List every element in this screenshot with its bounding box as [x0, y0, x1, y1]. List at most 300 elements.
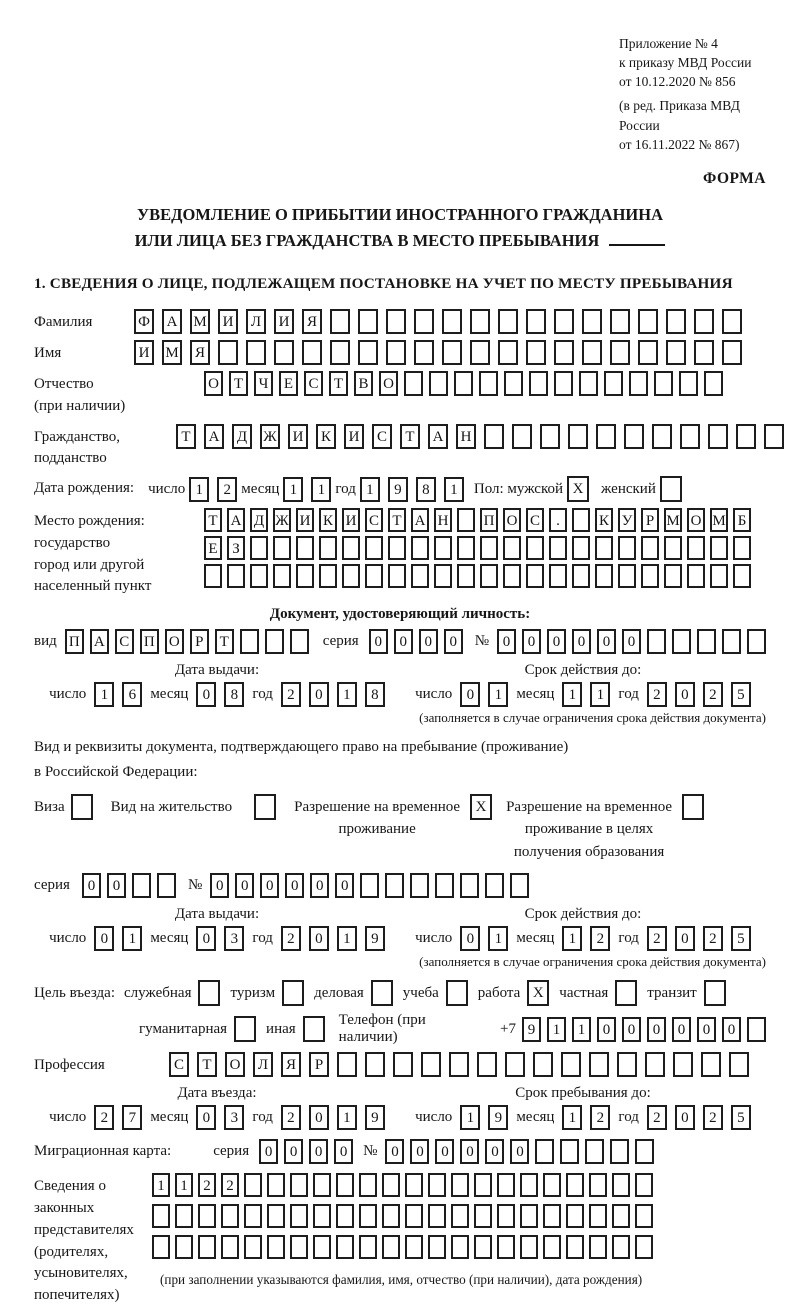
form-cell[interactable]: С: [169, 1052, 189, 1077]
form-cell[interactable]: [198, 1235, 216, 1259]
form-cell[interactable]: [708, 424, 728, 449]
form-cell[interactable]: 0: [410, 1139, 429, 1164]
form-cell[interactable]: К: [319, 508, 337, 532]
form-cell[interactable]: [442, 309, 462, 334]
form-cell[interactable]: [629, 371, 648, 396]
form-cell[interactable]: [595, 536, 613, 560]
form-cell[interactable]: 0: [94, 926, 114, 951]
form-cell[interactable]: Р: [641, 508, 659, 532]
temp-residence-education-checkbox[interactable]: [682, 794, 704, 820]
form-cell[interactable]: [296, 564, 314, 588]
form-cell[interactable]: [337, 1052, 357, 1077]
form-cell[interactable]: [330, 340, 350, 365]
form-cell[interactable]: 0: [444, 629, 463, 654]
form-cell[interactable]: [526, 309, 546, 334]
form-cell[interactable]: 2: [590, 926, 610, 951]
purpose-checkbox[interactable]: [198, 980, 220, 1006]
form-cell[interactable]: [549, 564, 567, 588]
form-cell[interactable]: [470, 340, 490, 365]
form-cell[interactable]: [566, 1204, 584, 1228]
form-cell[interactable]: И: [218, 309, 238, 334]
form-cell[interactable]: 1: [152, 1173, 170, 1197]
form-cell[interactable]: [641, 564, 659, 588]
form-cell[interactable]: [290, 629, 309, 654]
form-cell[interactable]: 0: [309, 682, 329, 707]
form-cell[interactable]: [152, 1235, 170, 1259]
form-cell[interactable]: И: [288, 424, 308, 449]
form-cell[interactable]: Я: [190, 340, 210, 365]
form-cell[interactable]: 9: [365, 926, 385, 951]
form-cell[interactable]: 0: [334, 1139, 353, 1164]
form-cell[interactable]: [267, 1235, 285, 1259]
form-cell[interactable]: 9: [522, 1017, 541, 1042]
form-cell[interactable]: [404, 371, 423, 396]
form-cell[interactable]: П: [65, 629, 84, 654]
form-cell[interactable]: А: [428, 424, 448, 449]
form-cell[interactable]: [250, 564, 268, 588]
form-cell[interactable]: 5: [731, 682, 751, 707]
form-cell[interactable]: 2: [647, 1105, 667, 1130]
form-cell[interactable]: 0: [210, 873, 229, 898]
residence-permit-checkbox[interactable]: [254, 794, 276, 820]
form-cell[interactable]: [560, 1139, 579, 1164]
form-cell[interactable]: [250, 536, 268, 560]
form-cell[interactable]: [526, 340, 546, 365]
form-cell[interactable]: 1: [562, 1105, 582, 1130]
form-cell[interactable]: А: [227, 508, 245, 532]
form-cell[interactable]: [274, 340, 294, 365]
form-cell[interactable]: [572, 536, 590, 560]
form-cell[interactable]: [358, 340, 378, 365]
form-cell[interactable]: О: [165, 629, 184, 654]
form-cell[interactable]: 2: [221, 1173, 239, 1197]
form-cell[interactable]: [434, 564, 452, 588]
form-cell[interactable]: [498, 309, 518, 334]
form-cell[interactable]: 9: [365, 1105, 385, 1130]
temp-residence-checkbox[interactable]: X: [470, 794, 492, 820]
form-cell[interactable]: 1: [562, 682, 582, 707]
form-cell[interactable]: Т: [388, 508, 406, 532]
form-cell[interactable]: 0: [510, 1139, 529, 1164]
form-cell[interactable]: 0: [196, 926, 216, 951]
form-cell[interactable]: [457, 564, 475, 588]
form-cell[interactable]: 0: [697, 1017, 716, 1042]
form-cell[interactable]: [365, 536, 383, 560]
form-cell[interactable]: [736, 424, 756, 449]
form-cell[interactable]: [635, 1173, 653, 1197]
form-cell[interactable]: [227, 564, 245, 588]
form-cell[interactable]: [405, 1235, 423, 1259]
form-cell[interactable]: [454, 371, 473, 396]
form-cell[interactable]: Т: [197, 1052, 217, 1077]
form-cell[interactable]: [359, 1235, 377, 1259]
form-cell[interactable]: 1: [360, 477, 380, 502]
form-cell[interactable]: [485, 873, 504, 898]
form-cell[interactable]: [568, 424, 588, 449]
form-cell[interactable]: 5: [731, 1105, 751, 1130]
form-cell[interactable]: [624, 424, 644, 449]
form-cell[interactable]: [589, 1235, 607, 1259]
form-cell[interactable]: [710, 536, 728, 560]
form-cell[interactable]: О: [204, 371, 223, 396]
form-cell[interactable]: [747, 629, 766, 654]
form-cell[interactable]: [313, 1204, 331, 1228]
form-cell[interactable]: 1: [189, 477, 209, 502]
visa-checkbox[interactable]: [71, 794, 93, 820]
form-cell[interactable]: 1: [590, 682, 610, 707]
form-cell[interactable]: [612, 1204, 630, 1228]
form-cell[interactable]: [529, 371, 548, 396]
form-cell[interactable]: [393, 1052, 413, 1077]
form-cell[interactable]: 0: [672, 1017, 691, 1042]
form-cell[interactable]: 0: [435, 1139, 454, 1164]
form-cell[interactable]: [428, 1235, 446, 1259]
form-cell[interactable]: [360, 873, 379, 898]
form-cell[interactable]: 2: [703, 682, 723, 707]
form-cell[interactable]: Я: [281, 1052, 301, 1077]
purpose-checkbox[interactable]: [704, 980, 726, 1006]
form-cell[interactable]: 2: [647, 682, 667, 707]
form-cell[interactable]: 0: [597, 1017, 616, 1042]
form-cell[interactable]: [336, 1204, 354, 1228]
form-cell[interactable]: [267, 1204, 285, 1228]
form-cell[interactable]: [358, 309, 378, 334]
form-cell[interactable]: [313, 1173, 331, 1197]
form-cell[interactable]: А: [90, 629, 109, 654]
form-cell[interactable]: [722, 309, 742, 334]
form-cell[interactable]: 0: [285, 873, 304, 898]
form-cell[interactable]: [645, 1052, 665, 1077]
form-cell[interactable]: [240, 629, 259, 654]
form-cell[interactable]: 0: [107, 873, 126, 898]
form-cell[interactable]: 0: [284, 1139, 303, 1164]
form-cell[interactable]: [526, 536, 544, 560]
form-cell[interactable]: 1: [562, 926, 582, 951]
form-cell[interactable]: 0: [309, 1105, 329, 1130]
form-cell[interactable]: [589, 1052, 609, 1077]
purpose-checkbox[interactable]: [303, 1016, 325, 1042]
form-cell[interactable]: И: [274, 309, 294, 334]
form-cell[interactable]: [218, 340, 238, 365]
form-cell[interactable]: 1: [572, 1017, 591, 1042]
form-cell[interactable]: [638, 340, 658, 365]
form-cell[interactable]: [421, 1052, 441, 1077]
form-cell[interactable]: Р: [190, 629, 209, 654]
form-cell[interactable]: 8: [365, 682, 385, 707]
form-cell[interactable]: [589, 1204, 607, 1228]
form-cell[interactable]: Ф: [134, 309, 154, 334]
form-cell[interactable]: [579, 371, 598, 396]
purpose-checkbox[interactable]: [446, 980, 468, 1006]
form-cell[interactable]: 9: [488, 1105, 508, 1130]
form-cell[interactable]: [652, 424, 672, 449]
form-cell[interactable]: [610, 1139, 629, 1164]
form-cell[interactable]: [434, 536, 452, 560]
form-cell[interactable]: [635, 1235, 653, 1259]
form-cell[interactable]: И: [342, 508, 360, 532]
form-cell[interactable]: [313, 1235, 331, 1259]
form-cell[interactable]: О: [503, 508, 521, 532]
form-cell[interactable]: [641, 536, 659, 560]
form-cell[interactable]: [497, 1204, 515, 1228]
form-cell[interactable]: 2: [703, 1105, 723, 1130]
form-cell[interactable]: [520, 1204, 538, 1228]
form-cell[interactable]: [566, 1173, 584, 1197]
form-cell[interactable]: 8: [416, 477, 436, 502]
form-cell[interactable]: 0: [82, 873, 101, 898]
form-cell[interactable]: [385, 873, 404, 898]
form-cell[interactable]: 0: [722, 1017, 741, 1042]
form-cell[interactable]: 0: [419, 629, 438, 654]
form-cell[interactable]: 0: [196, 1105, 216, 1130]
form-cell[interactable]: [554, 371, 573, 396]
form-cell[interactable]: [543, 1173, 561, 1197]
form-cell[interactable]: 0: [385, 1139, 404, 1164]
form-cell[interactable]: .: [549, 508, 567, 532]
form-cell[interactable]: [342, 564, 360, 588]
form-cell[interactable]: [503, 564, 521, 588]
form-cell[interactable]: П: [140, 629, 159, 654]
form-cell[interactable]: [596, 424, 616, 449]
form-cell[interactable]: [175, 1235, 193, 1259]
purpose-checkbox[interactable]: [371, 980, 393, 1006]
form-cell[interactable]: 1: [488, 926, 508, 951]
form-cell[interactable]: [246, 340, 266, 365]
form-cell[interactable]: 3: [224, 926, 244, 951]
form-cell[interactable]: 2: [281, 682, 301, 707]
form-cell[interactable]: [296, 536, 314, 560]
form-cell[interactable]: [672, 629, 691, 654]
purpose-checkbox[interactable]: [615, 980, 637, 1006]
form-cell[interactable]: [470, 309, 490, 334]
form-cell[interactable]: 2: [703, 926, 723, 951]
form-cell[interactable]: Р: [309, 1052, 329, 1077]
form-cell[interactable]: [679, 371, 698, 396]
form-cell[interactable]: Е: [279, 371, 298, 396]
purpose-checkbox[interactable]: X: [527, 980, 549, 1006]
form-cell[interactable]: Н: [456, 424, 476, 449]
form-cell[interactable]: [414, 309, 434, 334]
form-cell[interactable]: О: [379, 371, 398, 396]
form-cell[interactable]: З: [227, 536, 245, 560]
form-cell[interactable]: 1: [460, 1105, 480, 1130]
form-cell[interactable]: [635, 1139, 654, 1164]
form-cell[interactable]: С: [115, 629, 134, 654]
form-cell[interactable]: [533, 1052, 553, 1077]
form-cell[interactable]: 1: [337, 1105, 357, 1130]
form-cell[interactable]: [697, 629, 716, 654]
form-cell[interactable]: [382, 1235, 400, 1259]
form-cell[interactable]: [604, 371, 623, 396]
form-cell[interactable]: У: [618, 508, 636, 532]
form-cell[interactable]: [549, 536, 567, 560]
form-cell[interactable]: [480, 564, 498, 588]
form-cell[interactable]: 0: [675, 1105, 695, 1130]
form-cell[interactable]: 0: [547, 629, 566, 654]
form-cell[interactable]: Ж: [273, 508, 291, 532]
form-cell[interactable]: С: [304, 371, 323, 396]
form-cell[interactable]: 0: [522, 629, 541, 654]
form-cell[interactable]: [618, 536, 636, 560]
form-cell[interactable]: [585, 1139, 604, 1164]
form-cell[interactable]: [498, 340, 518, 365]
form-cell[interactable]: [290, 1204, 308, 1228]
form-cell[interactable]: [359, 1173, 377, 1197]
form-cell[interactable]: [618, 564, 636, 588]
form-cell[interactable]: [442, 340, 462, 365]
form-cell[interactable]: [747, 1017, 766, 1042]
form-cell[interactable]: [694, 309, 714, 334]
form-cell[interactable]: А: [162, 309, 182, 334]
form-cell[interactable]: [582, 340, 602, 365]
form-cell[interactable]: К: [316, 424, 336, 449]
form-cell[interactable]: [410, 873, 429, 898]
form-cell[interactable]: [449, 1052, 469, 1077]
form-cell[interactable]: 0: [485, 1139, 504, 1164]
form-cell[interactable]: М: [664, 508, 682, 532]
form-cell[interactable]: [680, 424, 700, 449]
form-cell[interactable]: 6: [122, 682, 142, 707]
form-cell[interactable]: 7: [122, 1105, 142, 1130]
form-cell[interactable]: 0: [259, 1139, 278, 1164]
form-cell[interactable]: 1: [547, 1017, 566, 1042]
form-cell[interactable]: [474, 1235, 492, 1259]
form-cell[interactable]: Т: [329, 371, 348, 396]
form-cell[interactable]: [336, 1173, 354, 1197]
form-cell[interactable]: [342, 536, 360, 560]
form-cell[interactable]: [365, 1052, 385, 1077]
sex-female-checkbox[interactable]: [660, 476, 682, 502]
form-cell[interactable]: [687, 564, 705, 588]
form-cell[interactable]: 1: [488, 682, 508, 707]
form-cell[interactable]: [175, 1204, 193, 1228]
sex-male-checkbox[interactable]: X: [567, 476, 589, 502]
form-cell[interactable]: [204, 564, 222, 588]
form-cell[interactable]: [701, 1052, 721, 1077]
form-cell[interactable]: С: [526, 508, 544, 532]
form-cell[interactable]: [474, 1204, 492, 1228]
form-cell[interactable]: Б: [733, 508, 751, 532]
form-cell[interactable]: А: [204, 424, 224, 449]
form-cell[interactable]: 3: [224, 1105, 244, 1130]
form-cell[interactable]: 0: [497, 629, 516, 654]
form-cell[interactable]: [386, 340, 406, 365]
form-cell[interactable]: [610, 309, 630, 334]
form-cell[interactable]: 9: [388, 477, 408, 502]
form-cell[interactable]: К: [595, 508, 613, 532]
form-cell[interactable]: [152, 1204, 170, 1228]
form-cell[interactable]: [411, 564, 429, 588]
form-cell[interactable]: [319, 564, 337, 588]
form-cell[interactable]: [474, 1173, 492, 1197]
form-cell[interactable]: М: [190, 309, 210, 334]
form-cell[interactable]: [477, 1052, 497, 1077]
form-cell[interactable]: 1: [94, 682, 114, 707]
form-cell[interactable]: [273, 536, 291, 560]
form-cell[interactable]: [388, 536, 406, 560]
form-cell[interactable]: [451, 1204, 469, 1228]
form-cell[interactable]: [512, 424, 532, 449]
form-cell[interactable]: Т: [229, 371, 248, 396]
form-cell[interactable]: 0: [675, 682, 695, 707]
form-cell[interactable]: [520, 1173, 538, 1197]
form-cell[interactable]: 1: [175, 1173, 193, 1197]
form-cell[interactable]: [365, 564, 383, 588]
form-cell[interactable]: 0: [622, 1017, 641, 1042]
form-cell[interactable]: 0: [369, 629, 388, 654]
form-cell[interactable]: О: [687, 508, 705, 532]
form-cell[interactable]: И: [344, 424, 364, 449]
form-cell[interactable]: 0: [675, 926, 695, 951]
form-cell[interactable]: [132, 873, 151, 898]
form-cell[interactable]: [582, 309, 602, 334]
form-cell[interactable]: 2: [281, 926, 301, 951]
form-cell[interactable]: [666, 340, 686, 365]
form-cell[interactable]: 1: [337, 926, 357, 951]
form-cell[interactable]: Я: [302, 309, 322, 334]
form-cell[interactable]: [460, 873, 479, 898]
form-cell[interactable]: [157, 873, 176, 898]
form-cell[interactable]: Д: [250, 508, 268, 532]
form-cell[interactable]: 0: [260, 873, 279, 898]
form-cell[interactable]: [764, 424, 784, 449]
form-cell[interactable]: 0: [460, 1139, 479, 1164]
form-cell[interactable]: [388, 564, 406, 588]
form-cell[interactable]: [428, 1173, 446, 1197]
form-cell[interactable]: 2: [590, 1105, 610, 1130]
form-cell[interactable]: [554, 309, 574, 334]
form-cell[interactable]: Д: [232, 424, 252, 449]
form-cell[interactable]: 0: [622, 629, 641, 654]
form-cell[interactable]: П: [480, 508, 498, 532]
form-cell[interactable]: [694, 340, 714, 365]
form-cell[interactable]: Т: [400, 424, 420, 449]
form-cell[interactable]: [589, 1173, 607, 1197]
form-cell[interactable]: Н: [434, 508, 452, 532]
form-cell[interactable]: [664, 536, 682, 560]
form-cell[interactable]: [386, 309, 406, 334]
form-cell[interactable]: [405, 1173, 423, 1197]
form-cell[interactable]: 0: [309, 1139, 328, 1164]
form-cell[interactable]: [647, 629, 666, 654]
form-cell[interactable]: И: [296, 508, 314, 532]
form-cell[interactable]: А: [411, 508, 429, 532]
form-cell[interactable]: 0: [572, 629, 591, 654]
form-cell[interactable]: [405, 1204, 423, 1228]
form-cell[interactable]: [359, 1204, 377, 1228]
form-cell[interactable]: [244, 1204, 262, 1228]
form-cell[interactable]: [520, 1235, 538, 1259]
form-cell[interactable]: [479, 371, 498, 396]
form-cell[interactable]: [451, 1235, 469, 1259]
form-cell[interactable]: [543, 1204, 561, 1228]
form-cell[interactable]: Л: [246, 309, 266, 334]
form-cell[interactable]: [382, 1204, 400, 1228]
form-cell[interactable]: [505, 1052, 525, 1077]
form-cell[interactable]: [704, 371, 723, 396]
form-cell[interactable]: 2: [647, 926, 667, 951]
form-cell[interactable]: 1: [444, 477, 464, 502]
form-cell[interactable]: 2: [198, 1173, 216, 1197]
form-cell[interactable]: Т: [215, 629, 234, 654]
form-cell[interactable]: 0: [394, 629, 413, 654]
form-cell[interactable]: [535, 1139, 554, 1164]
form-cell[interactable]: [244, 1235, 262, 1259]
form-cell[interactable]: [543, 1235, 561, 1259]
form-cell[interactable]: [330, 309, 350, 334]
form-cell[interactable]: [617, 1052, 637, 1077]
form-cell[interactable]: [411, 536, 429, 560]
